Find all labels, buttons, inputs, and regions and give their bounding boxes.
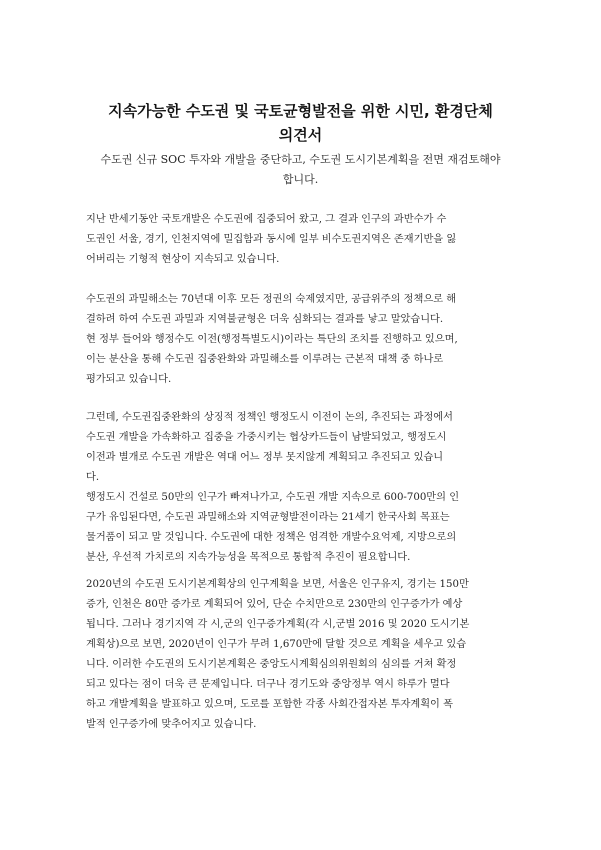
paragraph-line: 분산, 우선적 가치로의 지속가능성을 목적으로 통합적 추진이 필요합니다. [86,552,411,563]
paragraph-line: 도권인 서울, 경기, 인천지역에 밀집함과 동시에 일부 비수도권지역은 존재기반을 잃 [86,234,457,245]
paragraph-line: 결하려 하여 수도권 과밀과 지역불균형은 더욱 심화되는 결과를 낳고 말았습니다. [86,314,444,325]
paragraph-line: 됩니다. 그러나 경기지역 각 시,군의 인구증가계획(각 시,군별 2016 및 2020 도시기본 [86,619,470,630]
paragraph-line: 증가, 인천은 80만 증가로 계획되어 있어, 단순 수치만으로 230만의 인구증가가 예상 [86,599,463,610]
document-title-line-2: 의견서 [278,126,323,144]
paragraph-line: 구가 유입된다면, 수도권 과밀해소와 지역균형발전이라는 21세기 한국사회 목표는 [86,512,450,523]
paragraph-line: 그런데, 수도권집중완화의 상징적 정책인 행정도시 이전이 논의, 추진되는 과정에서 [86,412,453,423]
paragraph-4 [86,575,516,735]
subtitle-line-1: 수도권 신규 SOC 투자와 개발을 중단하고, 수도권 도시기본계획을 전면 재검토해야 [100,153,501,166]
paragraph-line: 이전과 별개로 수도권 개발은 역대 어느 정부 못지않게 계획되고 추진되고 있습니 [86,452,444,463]
paragraph-line: 수도권 개발을 가속화하고 집중을 가중시키는 협상카드들이 남발되었고, 행정도시 [86,432,447,443]
paragraph-line: 평가되고 있습니다. [86,374,172,385]
subtitle-line-2: 합니다. [282,173,319,186]
paragraph-3 [86,408,516,568]
paragraph-line: 되고 있다는 점이 더욱 큰 문제입니다. 더구나 경기도와 중앙정부 역시 하루가 멀다 [86,679,450,690]
paragraph-line: 현 정부 들어와 행정수도 이전(행정특별도시)이라는 특단의 조치를 진행하고 있으며, [86,334,458,345]
document-title-line-1: 지속가능한 수도권 및 국토균형발전을 위한 시민, 환경단체 [108,102,493,120]
paragraph-2 [86,290,516,390]
paragraph-line: 다. [86,472,100,483]
paragraph-line: 물거품이 되고 말 것입니다. 수도권에 대한 정책은 엄격한 개발수요억제, 지방으로의 [86,532,457,543]
paragraph-line: 2020년의 수도권 도시기본계획상의 인구계획을 보면, 서울은 인구유지, 경기는 150만 [86,579,469,590]
paragraph-line: 니다. 이러한 수도권의 도시기본계획은 중앙도시계획심의위원회의 심의를 거쳐 확정 [86,659,457,670]
paragraph-line: 행정도시 건설로 50만의 인구가 빠져나가고, 수도권 개발 지속으로 600-700만의 인 [86,492,460,503]
paragraph-line: 계획상)으로 보면, 2020년이 인구가 무려 1,670만에 달할 것으로 계획을 세우고 있습 [86,639,467,650]
paragraph-1 [86,210,516,270]
paragraph-line: 지난 반세기동안 국토개발은 수도권에 집중되어 왔고, 그 결과 인구의 과반수가 수 [86,214,447,225]
paragraph-line: 수도권의 과밀해소는 70년대 이후 모든 정권의 숙제였지만, 공급위주의 정책으로 해 [86,294,457,305]
paragraph-line: 발적 인구증가에 맞추어지고 있습니다. [86,719,257,730]
paragraph-line: 하고 개발계획을 발표하고 있으며, 도로를 포함한 각종 사회간접자본 투자계획이 폭 [86,699,453,710]
paragraph-line: 어버리는 기형적 현상이 지속되고 있습니다. [86,254,280,265]
paragraph-line: 이는 분산을 통해 수도권 집중완화와 과밀해소를 이루려는 근본적 대책 중 하나로 [86,354,444,365]
